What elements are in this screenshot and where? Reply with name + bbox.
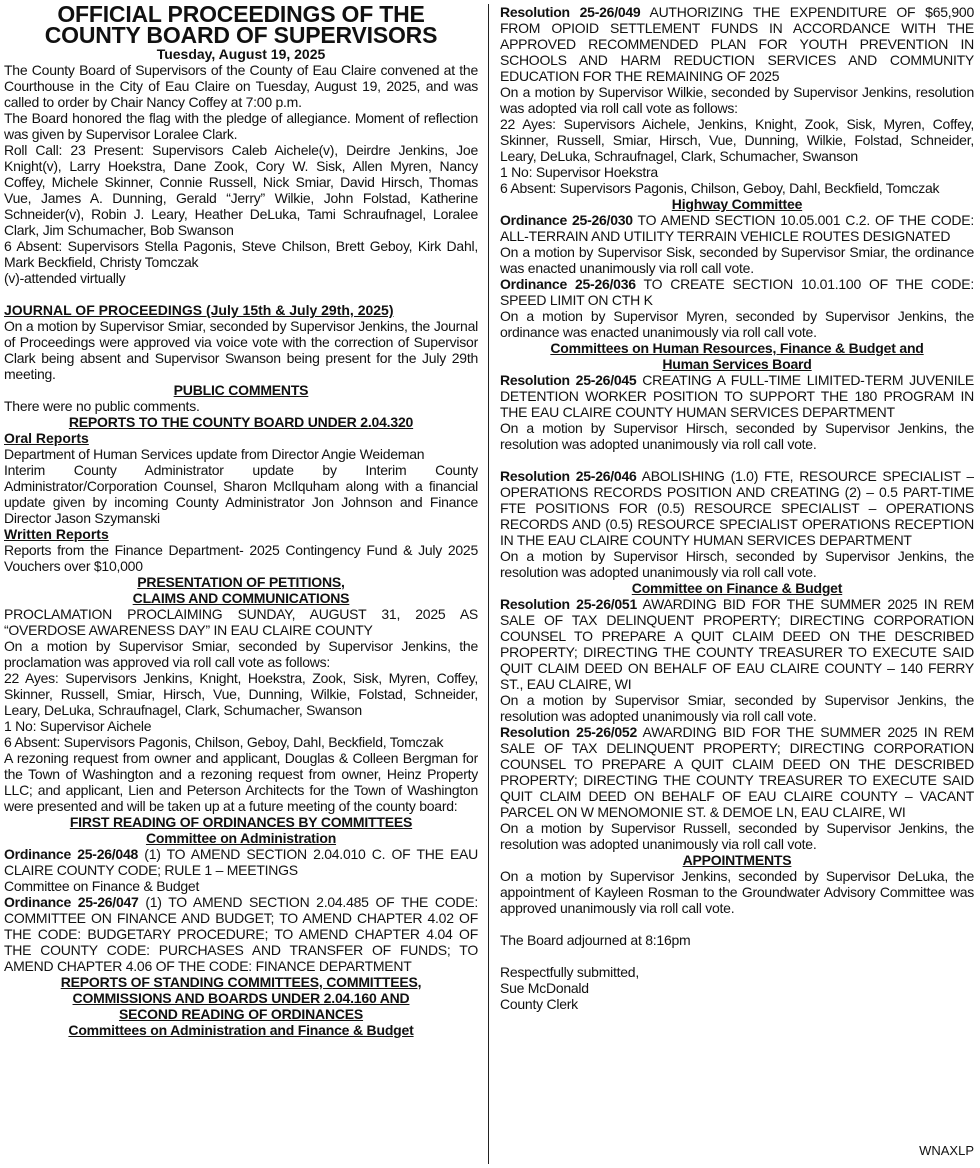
proclamation-ayes: 22 Ayes: Supervisors Jenkins, Knight, Hoekstra, Zook, Sisk, Myren, Coffey, Skinner, Russell, Smiar, Hirsch, Vue, Dunning, Wilkie, Folstad, Schneider, Leary, DeLuka, Schraufnagel, Clark, Schumacher, Swanson bbox=[4, 670, 478, 718]
resolution-046-number: Resolution 25-26/046 bbox=[500, 468, 637, 484]
appointments-paragraph: On a motion by Supervisor Jenkins, seconded by Supervisor DeLuka, the appointment of Kayleen Rosman to the Groundwater Advisory Committee was approved unanimously via roll call vote. bbox=[500, 868, 974, 916]
ordinance-036-motion: On a motion by Supervisor Myren, seconded by Supervisor Jenkins, the ordinance was enacted unanimously via roll call vote. bbox=[500, 308, 974, 340]
spacer bbox=[500, 916, 974, 932]
intro-paragraph: The County Board of Supervisors of the County of Eau Claire convened at the Courthouse in the City of Eau Claire on Tuesday, August 19, 2025, and was called to order by Chair Nancy Coffey at 7:00 p.m. bbox=[4, 62, 478, 110]
resolution-052-text: AWARDING BID FOR THE SUMMER 2025 IN REM SALE OF TAX DELINQUENT PROPERTY; DIRECTING CORPORATION COUNSEL TO PREPARE A QUIT CLAIM DEED ON THE DESCRIBED PROPERTY; DIRECTING THE COUNTY TREASURER TO EXECUTE SAID QUIT CLAIM DEED ON BEHALF OF EAU CLAIRE COUNTY – VACANT PARCEL ON W MENOMONIE ST. & DEMOE LN, EAU CLAIRE, WI bbox=[500, 724, 974, 820]
resolution-046 bbox=[500, 468, 974, 548]
ordinance-036-text: TO CREATE SECTION 10.01.100 OF THE CODE: SPEED LIMIT ON CTH K bbox=[500, 276, 974, 308]
left-column bbox=[4, 4, 478, 1038]
ordinance-030-text: TO AMEND SECTION 10.05.001 C.2. OF THE CODE: ALL-TERRAIN AND UTILITY TERRAIN VEHICLE ROUTES DESIGNATED bbox=[500, 212, 974, 244]
petitions-heading-1: PRESENTATION OF PETITIONS, bbox=[137, 574, 345, 590]
spacer bbox=[500, 452, 974, 468]
publication-code: WNAXLP bbox=[919, 1143, 974, 1158]
ordinance-030-motion: On a motion by Supervisor Sisk, seconded by Supervisor Smiar, the ordinance was enacted unanimously via roll call vote. bbox=[500, 244, 974, 276]
petitions-heading-2: CLAIMS AND COMMUNICATIONS bbox=[132, 590, 350, 606]
absent-paragraph: 6 Absent: Supervisors Stella Pagonis, Steve Chilson, Brett Geboy, Kirk Dahl, Mark Beckfield, Christy Tomczak bbox=[4, 238, 478, 270]
journal-paragraph: On a motion by Supervisor Smiar, seconded by Supervisor Jenkins, the Journal of Proceedings were approved via voice vote with the correction of Supervisor Clark being absent and Supervisor Swanson being present for the July 29th meeting. bbox=[4, 318, 478, 382]
resolution-049-number: Resolution 25-26/049 bbox=[500, 4, 641, 20]
resolution-045-number: Resolution 25-26/045 bbox=[500, 372, 637, 388]
resolution-046-motion: On a motion by Supervisor Hirsch, seconded by Supervisor Jenkins, the resolution was adopted unanimously via roll call vote. bbox=[500, 548, 974, 580]
ordinance-047-number: Ordinance 25-26/047 bbox=[4, 894, 139, 910]
virtual-note: (v)-attended virtually bbox=[4, 270, 126, 286]
spacer bbox=[500, 948, 974, 964]
ordinance-036 bbox=[500, 276, 974, 308]
meeting-date: Tuesday, August 19, 2025 bbox=[156, 46, 326, 62]
appointments-heading: APPOINTMENTS bbox=[682, 852, 792, 868]
proclamation-motion: On a motion by Supervisor Smiar, seconded by Supervisor Jenkins, the proclamation was approved via roll call vote as follows: bbox=[4, 638, 478, 670]
standing-heading-3: SECOND READING OF ORDINANCES bbox=[118, 1006, 364, 1022]
ordinance-036-number: Ordinance 25-26/036 bbox=[500, 276, 636, 292]
resolution-049 bbox=[500, 4, 974, 84]
flag-paragraph: The Board honored the flag with the pledge of allegiance. Moment of reflection was given by Supervisor Loralee Clark. bbox=[4, 110, 478, 142]
roll-call-paragraph: Roll Call: 23 Present: Supervisors Caleb Aichele(v), Deirdre Jenkins, Joe Knight(v), Larry Hoekstra, Dane Zook, Cory W. Sisk, Allen Myren, Nancy Coffey, Michele Skinner, Connie Russell, Nick Smiar, David Hirsch, Thomas Vue, James A. Dunning, Gerald “Jerry” Wilkie, John Folstad, Katherine Schneider(v), Robin J. Leary, Heather DeLuka, Tami Schraufnagel, Loralee Clark, Jim Schumacher, Bob Swanson bbox=[4, 142, 478, 238]
resolution-051-text: AWARDING BID FOR THE SUMMER 2025 IN REM SALE OF TAX DELINQUENT PROPERTY; DIRECTING CORPORATION COUNSEL TO PREPARE A QUIT CLAIM DEED ON THE DESCRIBED PROPERTY; DIRECTING THE COUNTY TREASURER TO EXECUTE SAID QUIT CLAIM DEED ON BEHALF OF EAU CLAIRE COUNTY – 140 FERRY ST., EAU CLAIRE, WI bbox=[500, 596, 974, 692]
proclamation-absent: 6 Absent: Supervisors Pagonis, Chilson, Geboy, Dahl, Beckfield, Tomczak bbox=[4, 734, 444, 750]
hr-committee-heading-2: Human Services Board bbox=[662, 356, 812, 372]
ordinance-048-number: Ordinance 25-26/048 bbox=[4, 846, 139, 862]
written-report-1: Reports from the Finance Department- 2025 Contingency Fund & July 2025 Vouchers over $10,000 bbox=[4, 542, 478, 574]
public-comments-heading: PUBLIC COMMENTS bbox=[173, 382, 309, 398]
reports-heading: REPORTS TO THE COUNTY BOARD UNDER 2.04.320 bbox=[68, 414, 414, 430]
ordinance-030 bbox=[500, 212, 974, 244]
ordinance-030-number: Ordinance 25-26/030 bbox=[500, 212, 633, 228]
resolution-049-motion: On a motion by Supervisor Wilkie, seconded by Supervisor Jenkins, resolution was adopted via roll call vote as follows: bbox=[500, 84, 974, 116]
right-column bbox=[500, 4, 974, 1012]
title-line-2: COUNTY BOARD OF SUPERVISORS bbox=[44, 22, 438, 48]
written-reports-heading: Written Reports bbox=[4, 526, 109, 542]
finance-budget-line: Committee on Finance & Budget bbox=[4, 878, 200, 894]
respectfully-line: Respectfully submitted, bbox=[500, 964, 639, 980]
admin-finance-heading: Committees on Administration and Finance & Budget bbox=[68, 1022, 414, 1038]
resolution-049-text: AUTHORIZING THE EXPENDITURE OF $65,900 FROM OPIOID SETTLEMENT FUNDS IN ACCORDANCE WITH THE APPROVED RECOMMENDED PLAN FOR YOUTH PREVENTION IN SCHOOLS AND HARM REDUCTION SERVICES AND COMMUNITY EDUCATION FOR THE REMAINING OF 2025 bbox=[500, 4, 974, 84]
ordinance-048-text: (1) TO AMEND SECTION 2.04.010 C. OF THE EAU CLAIRE COUNTY CODE; RULE 1 – MEETINGS bbox=[4, 846, 478, 878]
proclamation-paragraph: PROCLAMATION PROCLAIMING SUNDAY, AUGUST 31, 2025 AS “OVERDOSE AWARENESS DAY” IN EAU CLAIRE COUNTY bbox=[4, 606, 478, 638]
proclamation-no: 1 No: Supervisor Aichele bbox=[4, 718, 152, 734]
ordinance-047 bbox=[4, 894, 478, 974]
title-line-1: OFFICIAL PROCEEDINGS OF THE bbox=[57, 4, 425, 27]
resolution-046-text: ABOLISHING (1.0) FTE, RESOURCE SPECIALIST – OPERATIONS RECORDS POSITION AND CREATING (2) – 0.5 PART-TIME FTE POSITIONS FOR (0.5) RESOURCE SPECIALIST – OPERATIONS RECORDS AND (0.5) RESOURCE SPECIALIST OPERATIONS RECEPTION IN THE EAU CLAIRE COUNTY HUMAN SERVICES DEPARTMENT bbox=[500, 468, 974, 548]
journal-heading: JOURNAL OF PROCEEDINGS (July 15th & July 29th, 2025) bbox=[4, 302, 394, 318]
adjourned-line: The Board adjourned at 8:16pm bbox=[500, 932, 691, 948]
finance-committee-heading: Committee on Finance & Budget bbox=[631, 580, 843, 596]
notice-title bbox=[4, 4, 478, 46]
rezoning-paragraph: A rezoning request from owner and applicant, Douglas & Colleen Bergman for the Town of Washington and a rezoning request from owner, Heinz Property LLC; and applicant, Lien and Peterson Architects for the Town of Washington were presented and will be taken up at a future meeting of the county board: bbox=[4, 750, 478, 814]
resolution-049-no: 1 No: Supervisor Hoekstra bbox=[500, 164, 658, 180]
ordinance-048 bbox=[4, 846, 478, 878]
standing-heading-1: REPORTS OF STANDING COMMITTEES, COMMITTEES, bbox=[60, 974, 422, 990]
oral-report-2: Interim County Administrator update by Interim County Administrator/Corporation Counsel, Sharon McIlquham along with a financial update given by incoming County Administrator Jon Johnson and Finance Director Jason Szymanski bbox=[4, 462, 478, 526]
first-reading-heading: FIRST READING OF ORDINANCES BY COMMITTEES bbox=[69, 814, 413, 830]
highway-committee-heading: Highway Committee bbox=[671, 196, 803, 212]
oral-reports-heading: Oral Reports bbox=[4, 430, 89, 446]
resolution-045-text: CREATING A FULL-TIME LIMITED-TERM JUVENILE DETENTION WORKER POSITION TO SUPPORT THE 180 PROGRAM IN THE EAU CLAIRE COUNTY HUMAN SERVICES DEPARTMENT bbox=[500, 372, 974, 420]
standing-heading-2: COMMISSIONS AND BOARDS UNDER 2.04.160 AND bbox=[72, 990, 410, 1006]
resolution-051-motion: On a motion by Supervisor Smiar, seconded by Supervisor Jenkins, the resolution was adopted unanimously via roll call vote. bbox=[500, 692, 974, 724]
clerk-name: Sue McDonald bbox=[500, 980, 589, 996]
resolution-052-motion: On a motion by Supervisor Russell, seconded by Supervisor Jenkins, the resolution was adopted unanimously via roll call vote. bbox=[500, 820, 974, 852]
resolution-052 bbox=[500, 724, 974, 820]
public-comments-paragraph: There were no public comments. bbox=[4, 398, 200, 414]
column-divider bbox=[488, 4, 489, 1164]
resolution-045 bbox=[500, 372, 974, 420]
oral-report-1: Department of Human Services update from Director Angie Weideman bbox=[4, 446, 425, 462]
resolution-045-motion: On a motion by Supervisor Hirsch, seconded by Supervisor Jenkins, the resolution was adopted unanimously via roll call vote. bbox=[500, 420, 974, 452]
spacer bbox=[4, 286, 478, 302]
resolution-049-ayes: 22 Ayes: Supervisors Aichele, Jenkins, Knight, Zook, Sisk, Myren, Coffey, Skinner, Russell, Smiar, Hirsch, Vue, Dunning, Wilkie, Folstad, Schneider, Leary, DeLuka, Schraufnagel, Clark, Schumacher, Swanson bbox=[500, 116, 974, 164]
clerk-title: County Clerk bbox=[500, 996, 578, 1012]
resolution-052-number: Resolution 25-26/052 bbox=[500, 724, 637, 740]
resolution-051 bbox=[500, 596, 974, 692]
admin-committee-heading: Committee on Administration bbox=[145, 830, 337, 846]
resolution-049-absent: 6 Absent: Supervisors Pagonis, Chilson, Geboy, Dahl, Beckfield, Tomczak bbox=[500, 180, 940, 196]
hr-committee-heading-1: Committees on Human Resources, Finance & Budget and bbox=[550, 340, 924, 356]
resolution-051-number: Resolution 25-26/051 bbox=[500, 596, 637, 612]
ordinance-047-text: (1) TO AMEND SECTION 2.04.485 OF THE CODE: COMMITTEE ON FINANCE AND BUDGET; TO AMEND CHAPTER 4.02 OF THE CODE: BUDGETARY PROCEDURE; TO AMEND CHAPTER 4.04 OF THE COUNTY CODE: PURCHASES AND TRANSFER OF FUNDS; TO AMEND CHAPTER 4.06 OF THE CODE: FINANCE DEPARTMENT bbox=[4, 894, 478, 974]
